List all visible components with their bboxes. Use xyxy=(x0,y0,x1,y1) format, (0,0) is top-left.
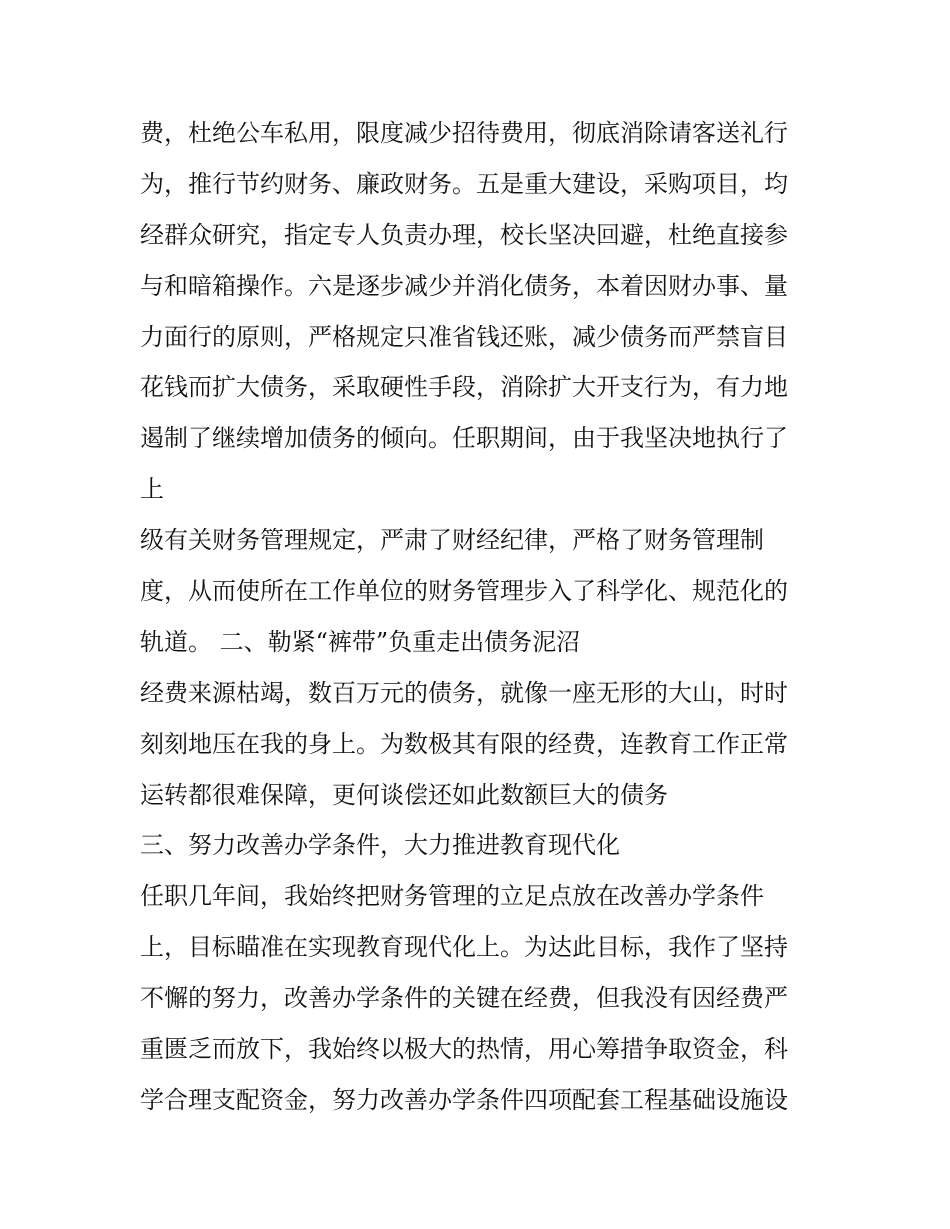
text-line: 力面行的原则，严格规定只准省钱还账，减少债务而严禁盲目 xyxy=(140,322,788,351)
section-heading-2: 轨道。 二、勒紧“裤带”负重走出债务泥沼 xyxy=(140,627,581,656)
text-line: 经费来源枯竭，数百万元的债务，就像一座无形的大山，时时 xyxy=(140,678,788,707)
section-heading-3: 三、努力改善办学条件，大力推进教育现代化 xyxy=(140,831,620,860)
text-line: 不懈的努力，改善办学条件的关键在经费，但我没有因经费严 xyxy=(140,984,788,1013)
text-line: 学合理支配资金，努力改善办学条件四项配套工程基础设施设 xyxy=(140,1085,788,1114)
text-line: 重匮乏而放下，我始终以极大的热情，用心筹措争取资金，科 xyxy=(140,1035,788,1064)
text-line: 度，从而使所在工作单位的财务管理步入了科学化、规范化的 xyxy=(140,577,788,606)
text-line: 级有关财务管理规定，严肃了财经纪律，严格了财务管理制 xyxy=(140,526,764,555)
text-line: 运转都很难保障，更何谈偿还如此数额巨大的债务 xyxy=(140,780,668,809)
text-line: 经群众研究，指定专人负责办理，校长坚决回避，杜绝直接参 xyxy=(140,220,788,249)
text-line: 遏制了继续增加债务的倾向。任职期间，由于我坚决地执行了 xyxy=(140,424,788,453)
text-line: 费，杜绝公车私用，限度减少招待费用，彻底消除请客送礼行 xyxy=(140,119,788,147)
text-line: 花钱而扩大债务，采取硬性手段，消除扩大开支行为，有力地 xyxy=(140,373,788,402)
document-body xyxy=(140,108,830,1126)
text-line: 任职几年间，我始终把财务管理的立足点放在改善办学条件 xyxy=(140,882,764,911)
text-line: 刻刻地压在我的身上。为数极其有限的经费，连教育工作正常 xyxy=(140,729,788,758)
text-line: 为，推行节约财务、廉政财务。五是重大建设，采购项目，均 xyxy=(140,169,788,198)
text-line: 与和暗箱操作。六是逐步减少并消化债务，本着因财办事、量 xyxy=(140,271,788,300)
text-line: 上，目标瞄准在实现教育现代化上。为达此目标，我作了坚持 xyxy=(140,933,788,962)
text-line: 上 xyxy=(140,475,164,504)
